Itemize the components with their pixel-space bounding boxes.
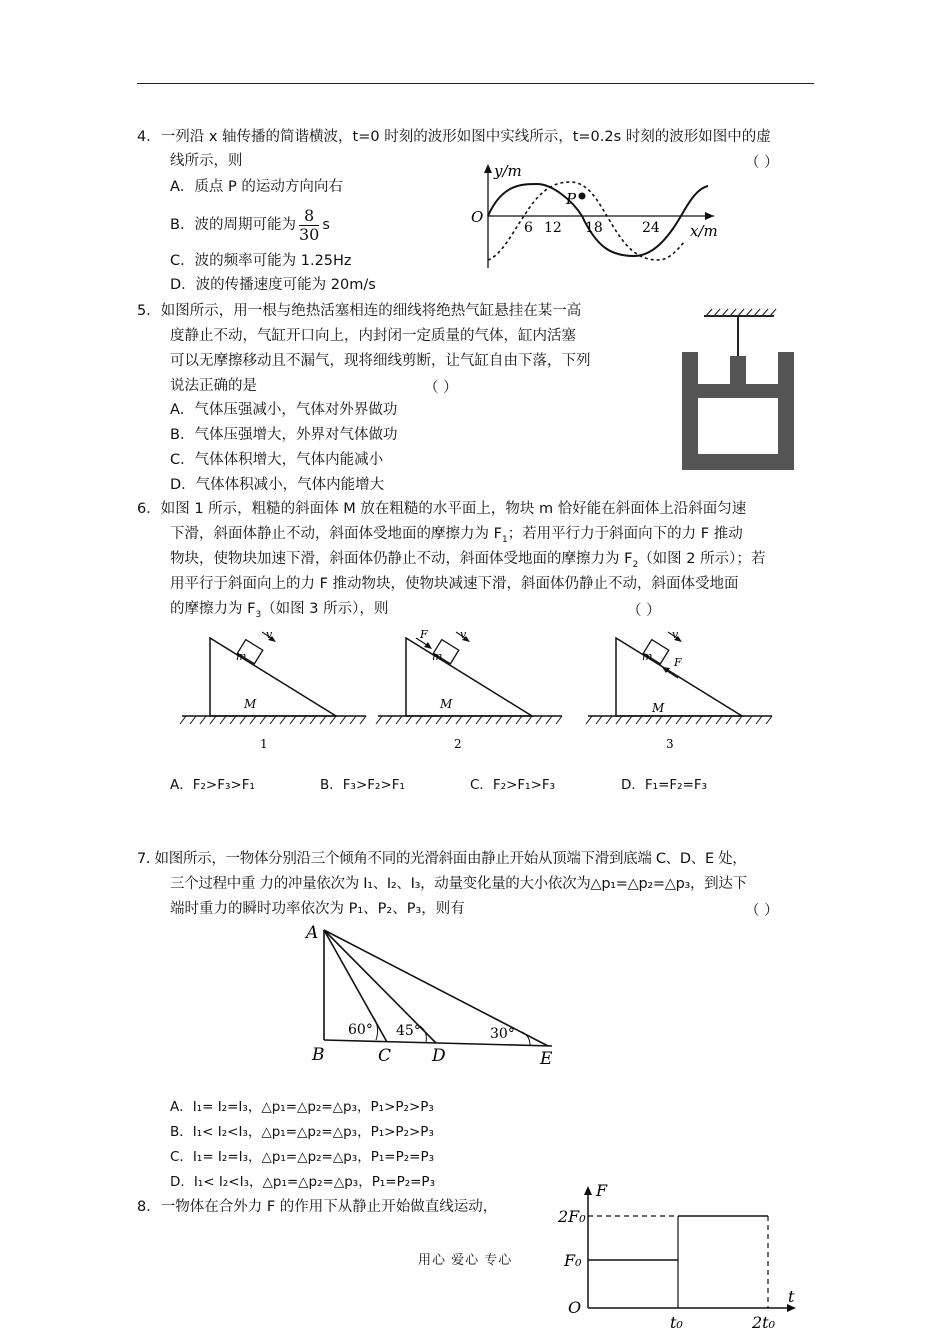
q4-answer-paren: （ ） — [745, 155, 779, 171]
angle-30: 30° — [490, 1026, 515, 1042]
piston-rod — [730, 356, 746, 384]
point-p — [579, 193, 586, 200]
q5-option-c: C．气体体积增大，气体内能减小 — [170, 452, 384, 468]
label-2F0: 2F₀ — [558, 1207, 586, 1226]
q7-option-c: C．I₁= I₂=I₃，△p₁=△p₂=△p₃，P₁=P₂=P₃ — [170, 1149, 435, 1165]
q6-line3 — [170, 549, 765, 575]
y-axis-arrow — [484, 164, 492, 173]
q6-line5-sub: 3 — [255, 609, 262, 620]
q7-option-a: A．I₁= I₂=I₃，△p₁=△p₂=△p₃，P₁>P₂>P₃ — [170, 1099, 434, 1115]
t-axis-label: t — [788, 1287, 795, 1306]
q6-line3-sub: 2 — [632, 559, 639, 570]
figure-number-2: 2 — [454, 737, 462, 751]
q4-option-b-unit: s — [322, 217, 330, 233]
q5-option-d: D．气体体积减小，气体内能增大 — [170, 477, 385, 493]
q8-line1: 8．一物体在合外力 F 的作用下从静止开始做直线运动， — [137, 1199, 498, 1215]
q5-line4: 说法正确的是 — [170, 378, 257, 394]
origin-label: O — [471, 208, 484, 226]
q7-option-b: B．I₁< I₂<I₃，△p₁=△p₂=△p₃，P₁>P₂>P₃ — [170, 1124, 434, 1140]
q5-option-a: A．气体压强减小，气体对外界做功 — [170, 402, 398, 418]
q5-cylinder-figure — [676, 304, 800, 474]
q7-line2: 三个过程中重 力的冲量依次为 I₁、I₂、I₃，动量变化量的大小依次为△p₁=△p₂=△p₃，到达下 — [170, 876, 747, 892]
velocity-label-3: v — [672, 628, 679, 641]
ceiling-hatch — [706, 309, 776, 316]
velocity-label-1: v — [266, 628, 273, 641]
q6-line5-rest: （如图 3 所示），则 — [261, 601, 389, 617]
y-axis-label: y/m — [494, 162, 522, 180]
q4-option-b-text: B．波的周期可能为 — [170, 217, 296, 233]
F-axis-arrow — [584, 1186, 592, 1195]
wedge-M-label-3: M — [652, 701, 665, 715]
label-2t0: 2t₀ — [752, 1313, 776, 1332]
q6-incline-figures — [178, 628, 778, 758]
q4-option-b-fraction — [299, 207, 319, 244]
q5-answer-paren: （ ） — [424, 380, 458, 396]
tick-12: 12 — [544, 220, 562, 236]
wedge-M-label-1: M — [244, 697, 257, 711]
label-C: C — [378, 1046, 392, 1066]
label-E: E — [540, 1049, 553, 1069]
figure-number-3: 3 — [666, 737, 674, 751]
q6-line1: 6．如图 1 所示，粗糙的斜面体 M 放在粗糙的水平面上，物块 m 恰好能在斜面体上沿斜面匀速 — [137, 501, 747, 517]
velocity-label-2: v — [460, 628, 467, 641]
fraction-denominator: 30 — [298, 224, 320, 244]
block-m-label-3: m — [642, 650, 653, 663]
q7-line1: 7. 如图所示，一物体分别沿三个倾角不同的光滑斜面由静止开始从顶端下滑到底端 C、D、E 处， — [137, 851, 747, 867]
q6-line4: 用平行于斜面向上的力 F 推动物块，使物块减速下滑，斜面体仍静止不动，斜面体受地面 — [170, 576, 739, 592]
fraction-numerator: 8 — [299, 207, 319, 226]
q6-line2 — [170, 524, 743, 550]
q7-answer-paren: （ ） — [745, 903, 779, 919]
q4-option-c: C．波的频率可能为 1.25Hz — [170, 253, 352, 269]
tick-6: 6 — [524, 220, 533, 236]
q7-line3: 端时重力的瞬时功率依次为 P₁、P₂、P₃，则有 — [170, 901, 465, 917]
q4-wave-figure — [462, 160, 722, 272]
q7-incline-figure — [300, 918, 570, 1070]
x-axis-arrow — [705, 212, 714, 220]
incline-figure-2 — [376, 632, 562, 724]
angle-60: 60° — [348, 1022, 373, 1038]
q6-line2-sub: 1 — [501, 534, 508, 545]
q5-line2: 度静止不动，气缸开口向上，内封闭一定质量的气体，缸内活塞 — [170, 328, 576, 344]
q5-line3: 可以无摩擦移动且不漏气，现将细线剪断，让气缸自由下落，下列 — [170, 353, 591, 369]
block-m-label-2: m — [432, 650, 443, 663]
q6-line3-text: 物块，使物块加速下滑，斜面体仍静止不动，斜面体受地面的摩擦力为 F — [170, 551, 633, 567]
q6-line3-rest: （如图 2 所示）；若 — [638, 551, 766, 567]
label-B: B — [312, 1045, 325, 1065]
tick-24: 24 — [642, 220, 660, 236]
page-footer: 用心 爱心 专心 — [418, 1253, 513, 1268]
header-rule — [137, 83, 814, 84]
label-A: A — [306, 923, 319, 943]
q6-line5-text: 的摩擦力为 F — [170, 601, 256, 617]
block-m-label-1: m — [236, 650, 247, 663]
q4-option-a: A．质点 P 的运动方向向右 — [170, 179, 343, 195]
F-axis-label: F — [596, 1181, 608, 1200]
q6-option-a: A．F₂>F₃>F₁ — [170, 777, 255, 793]
q6-line5 — [170, 599, 388, 625]
angle-45: 45° — [396, 1023, 421, 1039]
q8-force-time-figure — [556, 1176, 806, 1344]
label-t0: t₀ — [670, 1313, 683, 1332]
tick-18: 18 — [585, 220, 603, 236]
incline-figure-3 — [586, 632, 772, 724]
q7-option-d: D．I₁< I₂<I₃，△p₁=△p₂=△p₃，P₁=P₂=P₃ — [170, 1174, 435, 1190]
incline-figure-1 — [180, 632, 366, 724]
q6-option-b: B．F₃>F₂>F₁ — [320, 777, 405, 793]
q6-option-d: D．F₁=F₂=F₃ — [621, 777, 708, 793]
q5-option-b: B．气体压强增大，外界对气体做功 — [170, 427, 398, 443]
q6-answer-paren: （ ） — [627, 603, 661, 619]
wedge-M-label-2: M — [440, 697, 453, 711]
piston — [698, 384, 778, 398]
label-F0: F₀ — [564, 1251, 582, 1270]
q6-option-c: C．F₂>F₁>F₃ — [470, 777, 556, 793]
q4-line2: 线所示，则 — [170, 153, 243, 169]
q5-line1: 5．如图所示，用一根与绝热活塞相连的细线将绝热气缸悬挂在某一高 — [137, 303, 582, 319]
x-axis-label: x/m — [690, 222, 718, 240]
p-label: P — [566, 190, 577, 208]
force-F-label-2: F — [420, 628, 428, 641]
force-F-label-3: F — [674, 656, 682, 669]
origin-O: O — [568, 1298, 582, 1317]
q4-line1: 4．一列沿 x 轴传播的简谐横波，t=0 时刻的波形如图中实线所示，t=0.2s 时刻的波形如图中的虚 — [137, 129, 771, 145]
figure-number-1: 1 — [260, 737, 268, 751]
q6-line2-text: 下滑，斜面体静止不动，斜面体受地面的摩擦力为 F — [170, 526, 502, 542]
q4-option-b — [170, 203, 330, 247]
label-D: D — [432, 1046, 446, 1066]
q4-option-d: D．波的传播速度可能为 20m/s — [170, 277, 376, 293]
q6-line2-rest: ；若用平行力于斜面向下的力 F 推动 — [507, 526, 743, 542]
